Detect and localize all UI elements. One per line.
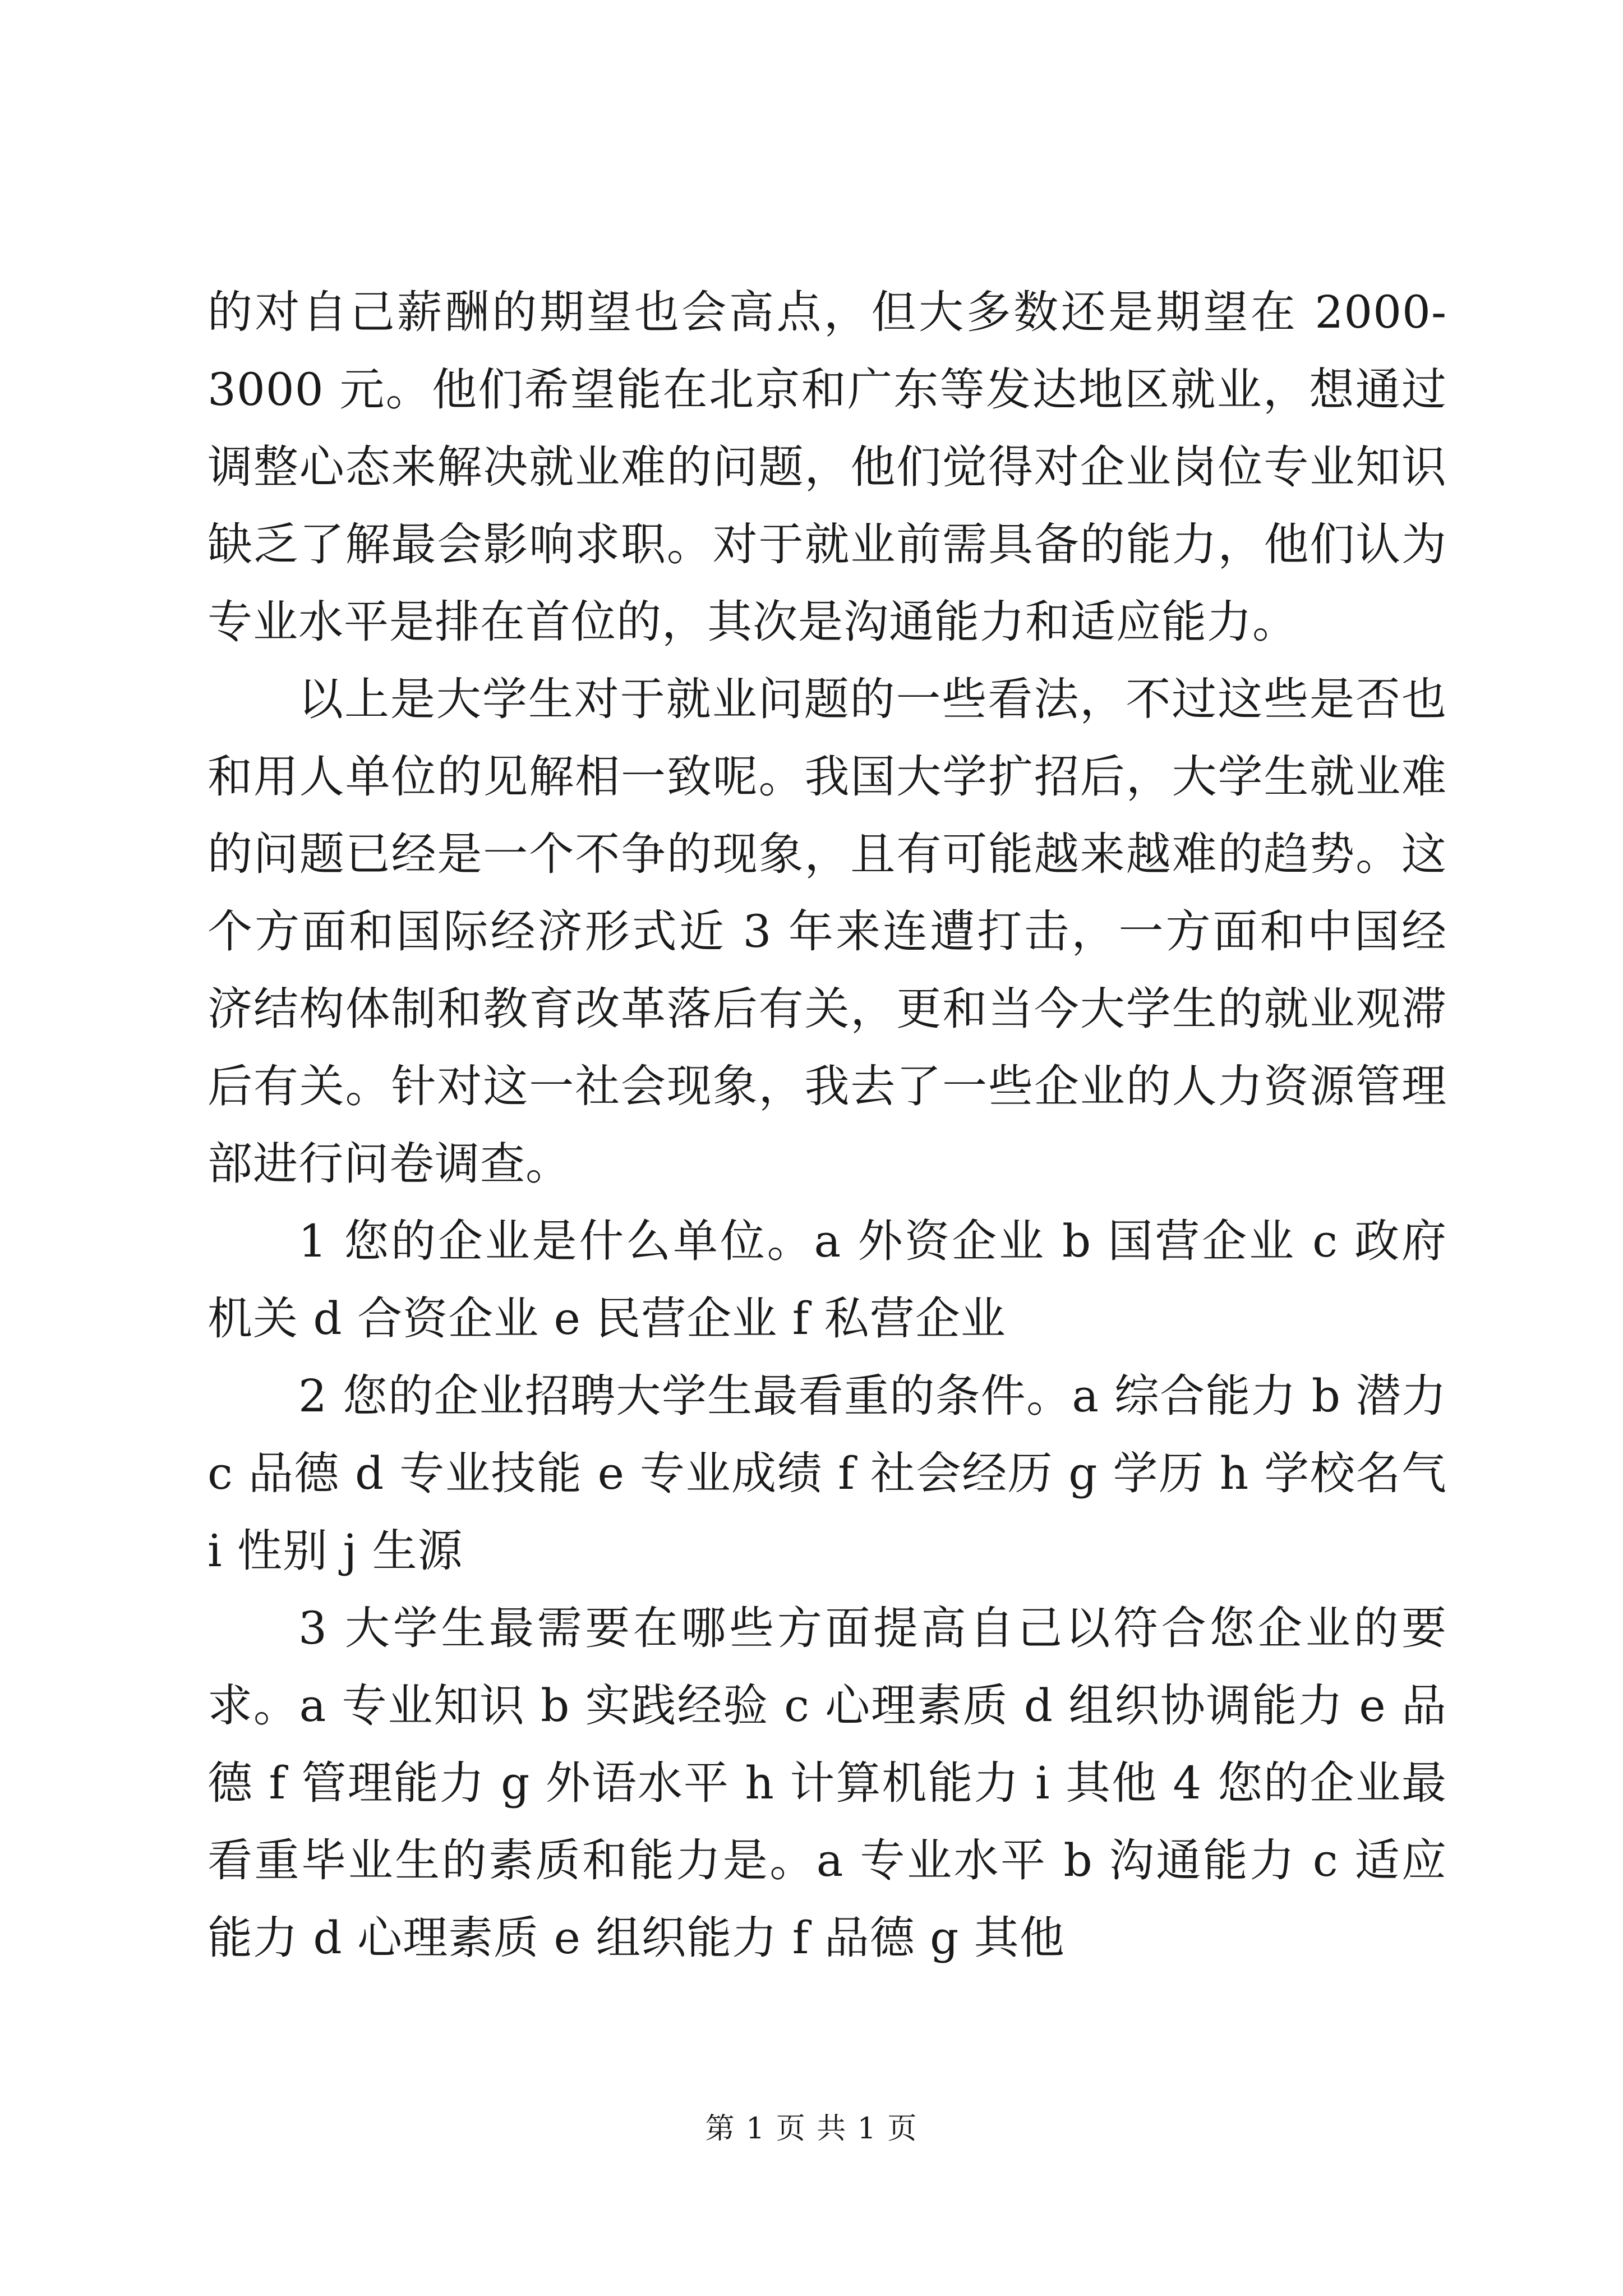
paragraph-continuation: 的对自己薪酬的期望也会高点，但大多数还是期望在 2000-3000 元。他们希望能在北京和广东等发达地区就业，想通过调整心态来解决就业难的问题，他们觉得对企业岗位专业知识缺乏了解最会影响求职。对于就业前需具备的能力，他们认为专业水平是排在首位的，其次是沟通能力和适应能力。 [208, 286, 1447, 648]
question-2: 2 您的企业招聘大学生最看重的条件。a 综合能力 b 潜力 c 品德 d 专业技能 e 专业成绩 f 社会经历 g 学历 h 学校名气 i 性别 j 生源 [208, 1370, 1447, 1577]
document-body [208, 274, 1447, 1977]
question-1: 1 您的企业是什么单位。a 外资企业 b 国营企业 c 政府机关 d 合资企业 e 民营企业 f 私营企业 [208, 1215, 1447, 1345]
paragraph-intro: 以上是大学生对于就业问题的一些看法，不过这些是否也和用人单位的见解相一致呢。我国大学扩招后，大学生就业难的问题已经是一个不争的现象，且有可能越来越难的趋势。这个方面和国际经济形式近 3 年来连遭打击，一方面和中国经济结构体制和教育改革落后有关，更和当今大学生的就业观滞后有关。针对这一社会现象，我去了一些企业的人力资源管理部进行问卷调查。 [208, 673, 1447, 1190]
question-3-4: 3 大学生最需要在哪些方面提高自己以符合您企业的要求。a 专业知识 b 实践经验 c 心理素质 d 组织协调能力 e 品德 f 管理能力 g 外语水平 h 计算机能力 i 其他 4 您的企业最看重毕业生的素质和能力是。a 专业水平 b 沟通能力 c 适应能力 d 心理素质 e 组织能力 f 品德 g 其他 [208, 1602, 1447, 1964]
page-footer: 第 1 页 共 1 页 [705, 2112, 918, 2146]
